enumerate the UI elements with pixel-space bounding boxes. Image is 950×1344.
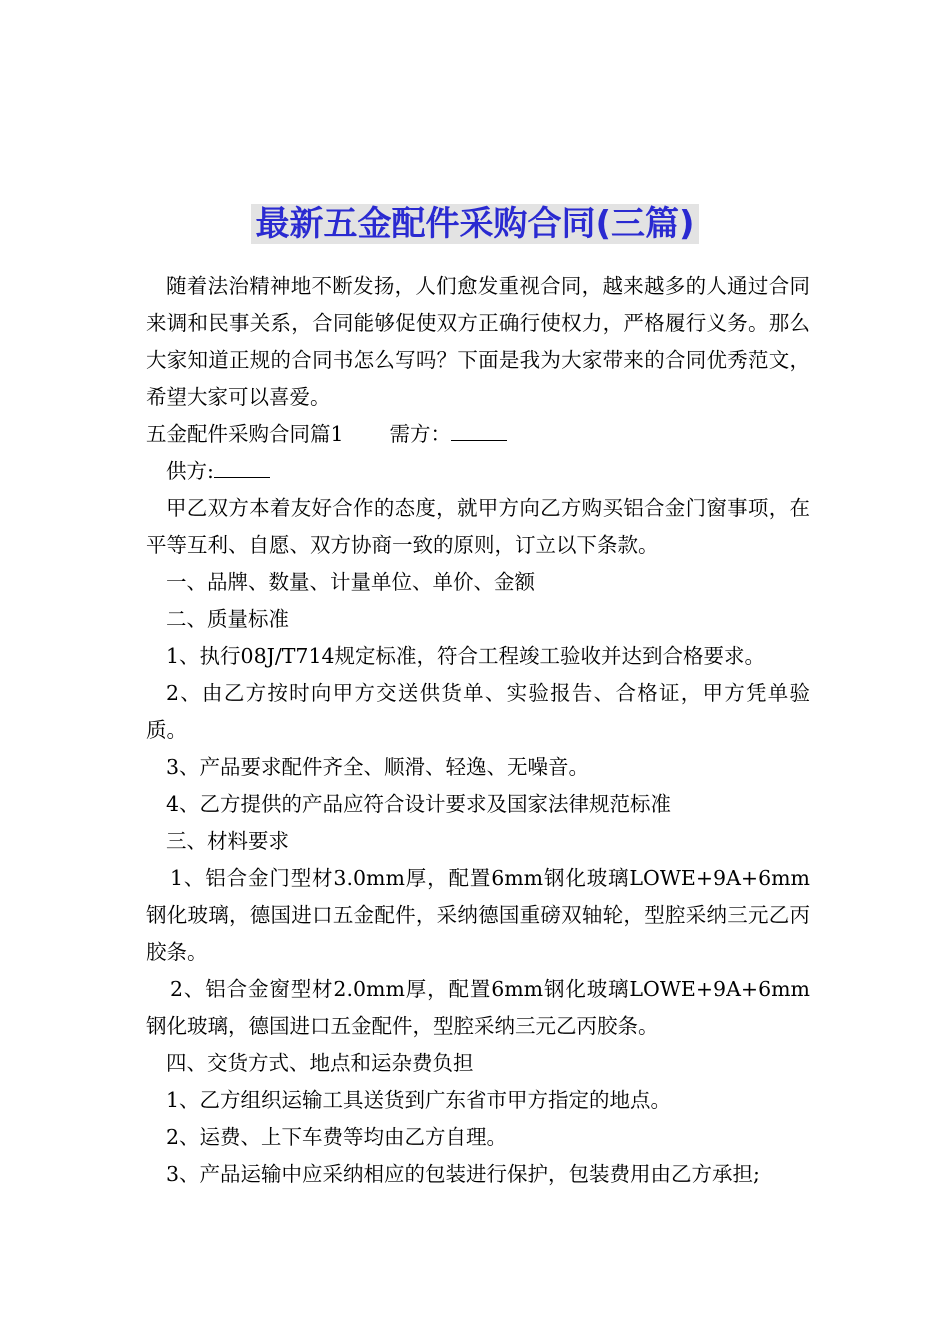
demand-label: 需方： [389, 422, 452, 446]
contract-heading-line [146, 416, 810, 453]
section-heading: 二、质量标准 [166, 607, 289, 631]
clause-item: 3、产品运输中应采纳相应的包装进行保护，包装费用由乙方承担; [166, 1162, 760, 1186]
demand-blank-field [451, 418, 507, 441]
supply-line [146, 453, 810, 490]
clause-item: 3、产品要求配件齐全、顺滑、轻逸、无噪音。 [166, 755, 590, 779]
document-title [0, 201, 950, 247]
clause-item: 2、铝合金窗型材2.0mm厚，配置6mm钢化玻璃LOWE+9A+6mm钢化玻璃，德国进口五金配件，型腔采纳三元乙丙胶条。 [146, 977, 810, 1038]
supply-blank-field [214, 455, 270, 478]
clause-item: 4、乙方提供的产品应符合设计要求及国家法律规范标准 [166, 792, 672, 816]
intro-paragraph: 随着法治精神地不断发扬，人们愈发重视合同，越来越多的人通过合同来调和民事关系，合同能够促使双方正确行使权力，严格履行义务。那么大家知道正规的合同书怎么写吗？下面是我为大家带来的合同优秀范文，希望大家可以喜爱。 [146, 274, 810, 409]
section-heading: 四、交货方式、地点和运杂费负担 [166, 1051, 474, 1075]
clause-item: 1、执行08J/T714规定标准，符合工程竣工验收并达到合格要求。 [166, 644, 766, 668]
title-text: 最新五金配件采购合同(三篇) [251, 204, 698, 244]
clause-item: 2、运费、上下车费等均由乙方自理。 [166, 1125, 508, 1149]
contract-heading-label: 五金配件采购合同篇1 [146, 422, 344, 446]
section-heading: 三、材料要求 [166, 829, 289, 853]
supply-label: 供方: [166, 459, 214, 483]
clause-item: 1、铝合金门型材3.0mm厚，配置6mm钢化玻璃LOWE+9A+6mm钢化玻璃，德国进口五金配件，采纳德国重磅双轴轮，型腔采纳三元乙丙胶条。 [146, 866, 810, 964]
clause-item: 1、乙方组织运输工具送货到广东省市甲方指定的地点。 [166, 1088, 672, 1112]
clause-item: 2、由乙方按时向甲方交送供货单、实验报告、合格证，甲方凭单验质。 [146, 681, 810, 742]
document-body [146, 268, 810, 1193]
preamble-paragraph: 甲乙双方本着友好合作的态度，就甲方向乙方购买铝合金门窗事项，在平等互利、自愿、双方协商一致的原则，订立以下条款。 [146, 496, 810, 557]
section-heading: 一、品牌、数量、计量单位、单价、金额 [166, 570, 535, 594]
